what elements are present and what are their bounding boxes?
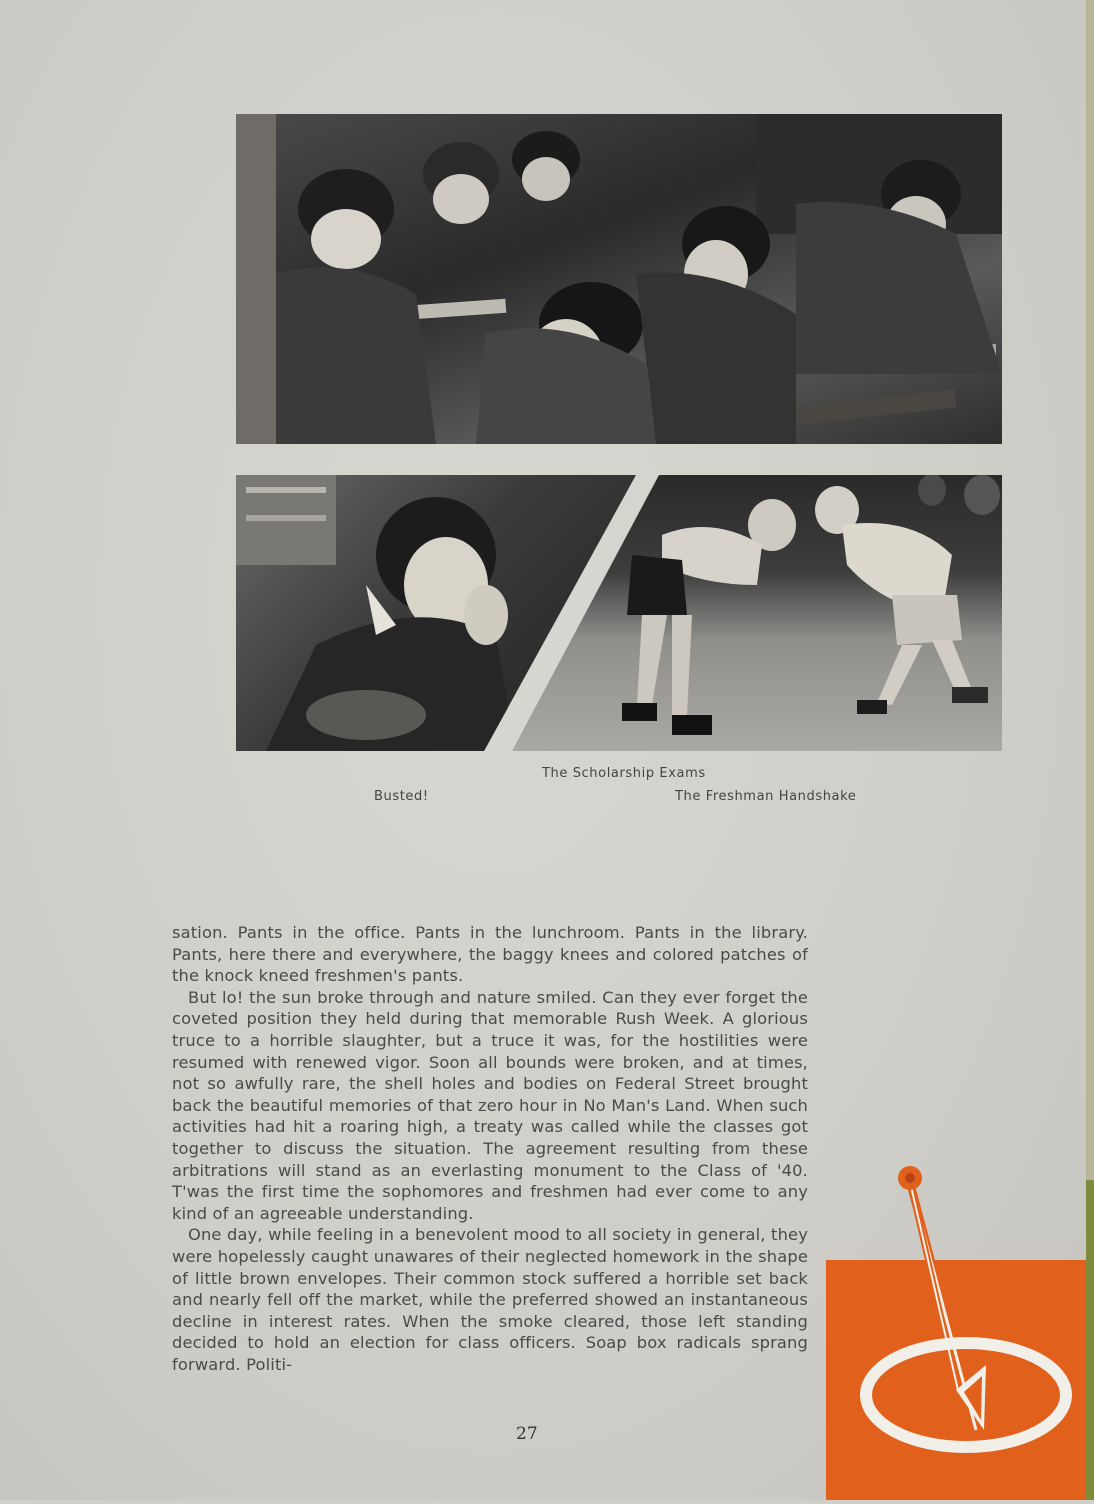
paragraph-2: But lo! the sun broke through and nature smiled. Can they ever forget the coveted position they held during that memorable Rush Week. A glorious truce to a horrible slaughter, but a truce it was, for the hostilities were resumed with renewed vigor. Soon all bounds were broken, and at times, not so awfully rare, the shell holes and bodies on Federal Street brought back the beautiful memories of that zero hour in No Man's Land. When such activities had hit a roaring high, a treaty was called while the classes got together to discuss the situation. The agreement resulting from these arbitrations will stand as an everlasting monument to the Class of '40. T'was the first time the sophomores and freshmen had ever come to any kind of an agreeable understanding. xyxy=(172,987,808,1223)
page-number: 27 xyxy=(516,1424,538,1444)
body-text xyxy=(172,922,808,1375)
page-edge xyxy=(1086,0,1094,1500)
compass-emblem-icon xyxy=(826,1160,1086,1500)
paragraph-3: One day, while feeling in a benevolent mood to all society in general, they were hopelessly caught unawares of their neglected homework in the shape of little brown envelopes. Their common stock suffered a horrible set back and nearly fell off the market, while the preferred showed an instantaneous decline in interest rates. When the smoke cleared, those left standing decided to hold an election for class officers. Soap box radicals sprang forward. Politi- xyxy=(172,1225,808,1374)
paragraph-1: sation. Pants in the office. Pants in the lunchroom. Pants in the library. Pants, here there and everywhere, the baggy knees and colored patches of the knock kneed freshmen's pants. xyxy=(172,923,808,986)
caption-freshman-handshake: The Freshman Handshake xyxy=(675,789,857,804)
caption-scholarship-exams: The Scholarship Exams xyxy=(542,766,706,781)
photo-scholarship-exams xyxy=(236,114,1002,444)
caption-busted: Busted! xyxy=(374,789,429,804)
